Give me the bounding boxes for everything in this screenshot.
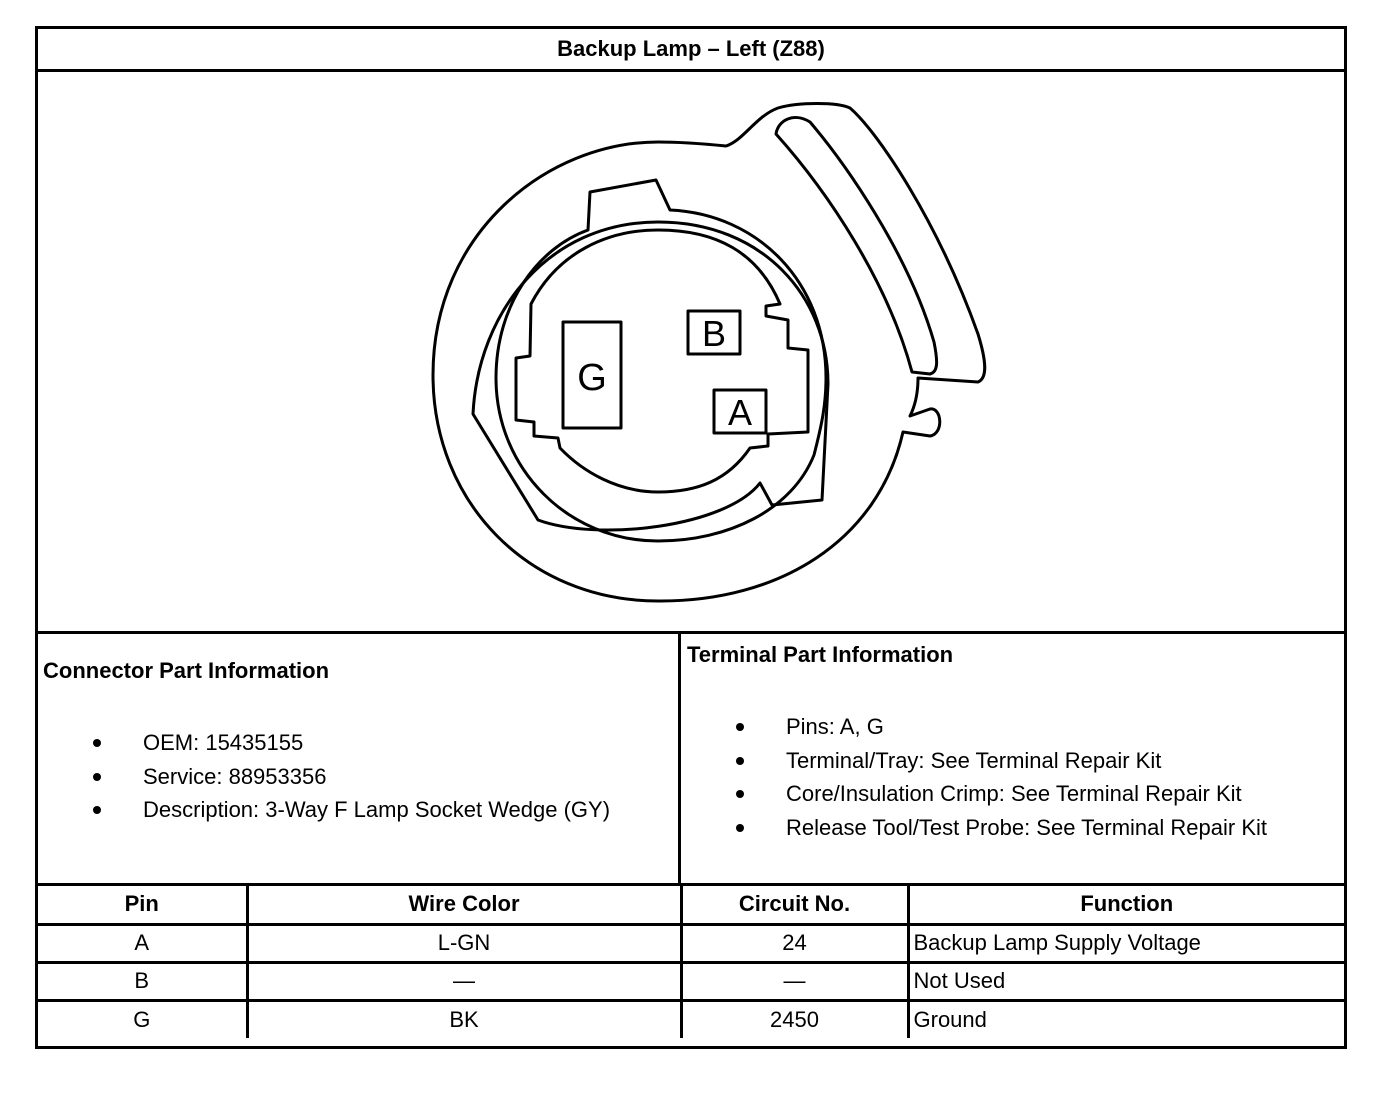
header-circuit-no: Circuit No.: [681, 886, 908, 924]
cell-circuit-no: —: [681, 962, 908, 1000]
connector-face-drawing: [38, 72, 1344, 634]
table-header-row: [38, 886, 1344, 924]
connector-part-info: [38, 634, 681, 883]
cell-circuit-no: 2450: [681, 1000, 908, 1038]
connector-sheet: [35, 26, 1347, 1049]
list-item: Pins: A, G: [736, 710, 1267, 744]
pin-label-b: B: [701, 313, 727, 354]
table-row: [38, 962, 1344, 1000]
bullet-icon: [736, 723, 744, 731]
table-row: [38, 1000, 1344, 1038]
terminal-info-heading: Terminal Part Information: [687, 642, 954, 667]
list-item: Description: 3-Way F Lamp Socket Wedge (GY): [93, 793, 610, 827]
list-item: Terminal/Tray: See Terminal Repair Kit: [736, 744, 1267, 778]
table-row: [38, 924, 1344, 962]
cell-circuit-no: 24: [681, 924, 908, 962]
connector-info-heading: Connector Part Information: [43, 658, 330, 683]
bullet-icon: [736, 824, 744, 832]
pin-label-g: G: [577, 357, 607, 399]
bullet-icon: [736, 757, 744, 765]
list-item: Core/Insulation Crimp: See Terminal Repair Kit: [736, 777, 1267, 811]
cell-wire-color: L-GN: [247, 924, 681, 962]
list-item: Release Tool/Test Probe: See Terminal Repair Kit: [736, 811, 1267, 845]
header-wire-color: Wire Color: [247, 886, 681, 924]
cell-function: Not Used: [908, 962, 1344, 1000]
pin-label-a: A: [727, 392, 753, 433]
bullet-icon: [93, 773, 101, 781]
connector-drawing-area: [38, 72, 1344, 634]
cell-wire-color: BK: [247, 1000, 681, 1038]
cell-function: Ground: [908, 1000, 1344, 1038]
cell-pin: G: [38, 1000, 247, 1038]
pin-cavity-outline: [516, 230, 808, 492]
list-item: Service: 88953356: [93, 760, 610, 794]
bullet-icon: [736, 790, 744, 798]
list-item: OEM: 15435155: [93, 726, 610, 760]
pin-function-table: [38, 886, 1344, 1038]
bullet-icon: [93, 806, 101, 814]
connector-info-list: [93, 726, 610, 827]
terminal-info-list: [736, 710, 1267, 844]
cell-pin: A: [38, 924, 247, 962]
header-function: Function: [908, 886, 1344, 924]
bullet-icon: [93, 739, 101, 747]
terminal-part-info: [681, 634, 1344, 883]
inner-rim-ring: [496, 180, 826, 541]
page-title: Backup Lamp – Left (Z88): [38, 29, 1344, 72]
header-pin: Pin: [38, 886, 247, 924]
part-info-section: [38, 634, 1344, 886]
cell-wire-color: —: [247, 962, 681, 1000]
cell-function: Backup Lamp Supply Voltage: [908, 924, 1344, 962]
latch-slot: [776, 118, 937, 374]
keyway-ring: [473, 222, 828, 530]
cell-pin: B: [38, 962, 247, 1000]
